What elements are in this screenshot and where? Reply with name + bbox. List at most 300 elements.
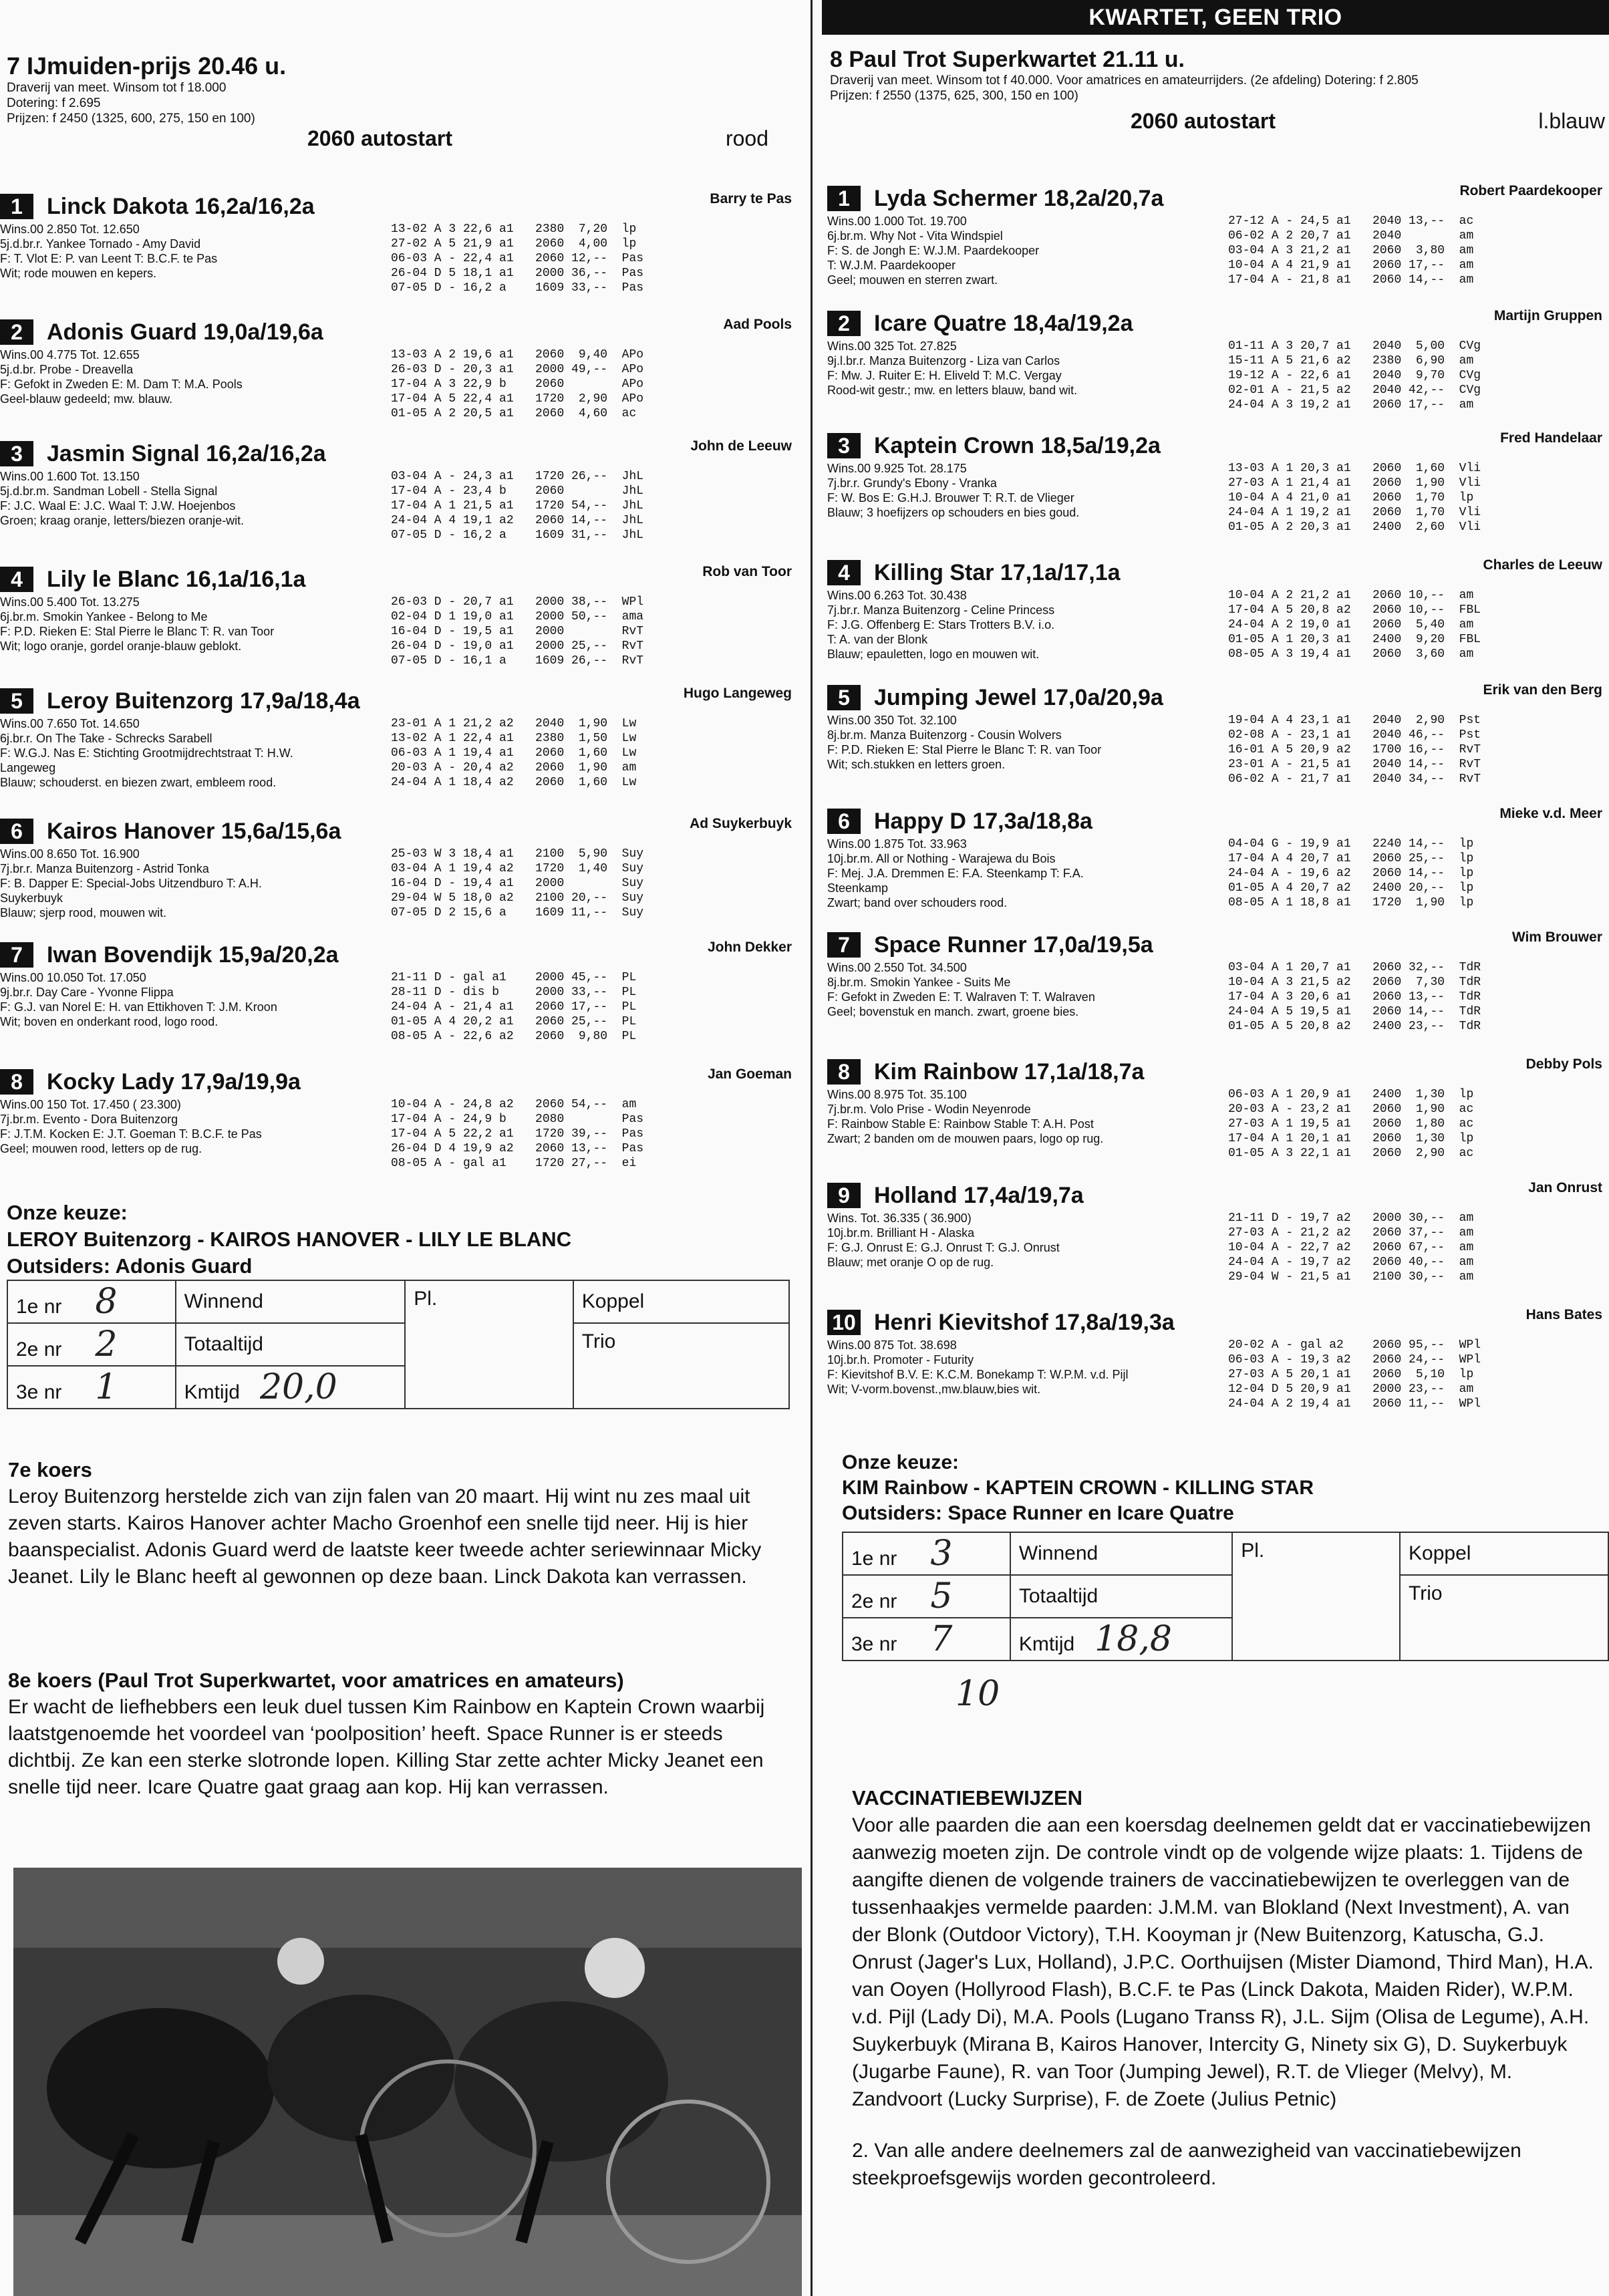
- horse-number: 7: [0, 942, 33, 968]
- horse-info-line: Wins.00 8.975 Tot. 35.100: [827, 1088, 967, 1101]
- horse-info-line: 6j.br.m. Why Not - Vita Windspiel: [827, 229, 1003, 243]
- horse-results: [1228, 837, 1473, 910]
- horse-info-line: Zwart; 2 banden om de mouwen paars, logo op rug.: [827, 1132, 1104, 1145]
- horse-info: [0, 222, 388, 281]
- result-row: 02-08 A - 23,1 a1 2040 46,-- Pst: [1228, 728, 1481, 742]
- result-row: 02-04 D 1 19,0 a1 2000 50,-- ama: [391, 610, 644, 623]
- horse-info-line: 8j.br.m. Smokin Yankee - Suits Me: [827, 976, 1011, 989]
- horse-entry: [827, 682, 1609, 786]
- horse-info-line: Groen; kraag oranje, letters/biezen oranje-wit.: [0, 514, 245, 527]
- horse-info-line: Blauw; schouderst. en biezen zwart, embleem rood.: [0, 776, 277, 789]
- horse-driver: Debby Pols: [1525, 1056, 1602, 1072]
- result-row: 01-05 A 5 20,8 a2 2400 23,-- TdR: [1228, 1020, 1481, 1033]
- race8-conditions: Draverij van meet. Winsom tot f 40.000. Voor amatrices en amateurrijders. (2e afdeling) Dotering: f 2.805: [830, 74, 1419, 88]
- result-row: 21-11 D - 19,7 a2 2000 30,-- am: [1228, 1211, 1474, 1225]
- horse-entry: [0, 816, 798, 919]
- vaccination-title: VACCINATIEBEWIJZEN: [852, 1786, 1083, 1810]
- horse-name: Lily le Blanc 16,1a/16,1a: [47, 567, 306, 592]
- result-row: 17-04 A 3 20,6 a1 2060 13,-- TdR: [1228, 990, 1481, 1004]
- result-row: 08-05 A - gal a1 1720 27,-- ei: [391, 1157, 637, 1170]
- result-row: 06-03 A - 19,3 a2 2060 24,-- WPl: [1228, 1353, 1481, 1367]
- horse-name: Lyda Schermer 18,2a/20,7a: [874, 186, 1164, 211]
- result-row: 13-03 A 2 19,6 a1 2060 9,40 APo: [391, 348, 644, 362]
- horse-driver: Hans Bates: [1525, 1307, 1602, 1322]
- horse-info-line: F: W.G.J. Nas E: Stichting Grootmijdrechtstraat T: H.W.: [0, 746, 293, 760]
- race8-preview-text: Er wacht de liefhebbers een leuk duel tussen Kim Rainbow en Kaptein Crown waarbij laatstgenoemde het voordeel van ‘poolposition’ heeft. Space Runner is er steeds dichtbij. Ze kan een sterke slotronde lopen. Killing Star zette achter Micky Jeanet een snelle tijd neer. Icare Quatre gaat graag aan kop. Hij kan verrassen.: [8, 1696, 765, 1798]
- horse-entry: [0, 317, 798, 420]
- horse-number: 1: [0, 194, 33, 219]
- column-divider: [811, 0, 813, 2296]
- result-row: 26-04 D - 19,0 a1 2000 25,-- RvT: [391, 639, 644, 653]
- horse-info-line: F: G.J. Onrust E: G.J. Onrust T: G.J. Onrust: [827, 1241, 1060, 1254]
- horse-info: [827, 837, 1215, 910]
- result-row: 17-04 A 5 20,8 a2 2060 10,-- FBL: [1228, 603, 1481, 617]
- horse-info: [0, 716, 388, 790]
- result-row: 10-04 A 3 21,5 a2 2060 7,30 TdR: [1228, 976, 1481, 989]
- horse-driver: John de Leeuw: [690, 438, 792, 454]
- race8-preview: [8, 1667, 790, 1801]
- horse-info-line: F: P.D. Rieken E: Stal Pierre le Blanc T: R. van Toor: [0, 625, 275, 638]
- horse-results: [1228, 713, 1481, 786]
- result-row: 03-04 A 3 21,2 a1 2060 3,80 am: [1228, 244, 1474, 257]
- result-row: 17-04 A - 23,4 b 2060 JhL: [391, 484, 644, 498]
- horse-info-line: Blauw; met oranje O op de rug.: [827, 1256, 994, 1269]
- vaccination-text-1: Voor alle paarden die aan een koersdag deelnemen geldt dat er vaccinatiebewijzen aanwezig moeten zijn. De controle vindt op de volgende wijze plaats: 1. Tijdens de aangifte dienen de volgende trainers de vaccinatiebewijzen te overleggen van de tussenhaakjes vermelde paarden: J.M.M. van Blokland (Next Investment), A. van der Blonk (Outdoor Victory), T.H. Kooyman jr (New Buitenzorg, Katuscha, G.J. Onrust (Jager's Lux, Holland), J.P.C. Oorthuijsen (Mister Diamond, Third Man), H.A. van Ooyen (Hollyrood Flash), B.C.F. te Pas (Linck Dakota, Maiden Rider), W.P.M. v.d. Pijl (Lady Di), M.A. Pools (Lugano Transs R), J.L. Sijm (Olisa de Legume), A.H. Suykerbuyk (Mirana B, Kairos Hanover, Intercity G, Ninety six G), D. Suykerbuyk (Jugarbe Faune), R. van Toor (Jumping Jewel), R.T. de Vlieger (Melvy), M. Zandvoort (Lucky Surprise), F. de Zoete (Julius Petnic): [852, 1814, 1594, 2110]
- horse-info-line: 6j.br.r. On The Take - Schrecks Sarabell: [0, 732, 212, 745]
- horse-name: Happy D 17,3a/18,8a: [874, 809, 1092, 834]
- horse-info-line: 5j.d.br. Probe - Dreavella: [0, 363, 134, 376]
- horse-results: [391, 1097, 643, 1171]
- horse-entry: [827, 308, 1609, 412]
- horse-entry: [827, 430, 1609, 534]
- result-row: 26-04 D 5 18,1 a1 2000 36,-- Pas: [391, 267, 644, 280]
- horse-info-line: F: G.J. van Norel E: H. van Ettikhoven T: J.M. Kroon: [0, 1000, 277, 1014]
- horse-info-line: Steenkamp: [827, 881, 889, 895]
- horse-info-line: Wins.00 875 Tot. 38.698: [827, 1338, 957, 1352]
- result-row: 24-04 A 5 19,5 a1 2060 14,-- TdR: [1228, 1005, 1481, 1018]
- horse-driver: Charles de Leeuw: [1483, 557, 1602, 573]
- horse-info: [827, 713, 1215, 772]
- horse-driver: Rob van Toor: [702, 564, 792, 579]
- horse-results: [391, 347, 643, 421]
- result-row: 28-11 D - dis b 2000 33,-- PL: [391, 986, 637, 999]
- vaccination-text-2: 2. Van alle andere deelnemers zal de aanwezigheid van vaccinatiebewijzen steekproefsgewijs worden gecontroleerd.: [852, 2140, 1521, 2189]
- horse-name: Leroy Buitenzorg 17,9a/18,4a: [47, 688, 360, 714]
- result-row: 15-11 A 5 21,6 a2 2380 6,90 am: [1228, 354, 1474, 368]
- horse-number: 10: [827, 1310, 861, 1335]
- horse-info-line: 9j.br.r. Day Care - Yvonne Flippa: [0, 986, 174, 999]
- bet-label-3: 3e nr: [851, 1633, 897, 1655]
- horse-results: [1228, 461, 1481, 535]
- horse-entry: [827, 183, 1609, 287]
- result-row: 10-04 A 2 21,2 a1 2060 10,-- am: [1228, 589, 1474, 602]
- horse-info-line: Wins.00 2.850 Tot. 12.650: [0, 223, 140, 236]
- result-row: 24-04 A 1 18,4 a2 2060 1,60 Lw: [391, 776, 637, 789]
- horse-number: 6: [0, 819, 33, 844]
- horse-name: Adonis Guard 19,0a/19,6a: [47, 319, 323, 345]
- race7-color: rood: [725, 126, 768, 150]
- horse-entry: [0, 686, 798, 789]
- horse-info-line: F: J.C. Waal E: J.C. Waal T: J.W. Hoejenbos: [0, 499, 236, 513]
- horse-name: Killing Star 17,1a/17,1a: [874, 560, 1121, 585]
- horse-results: [391, 469, 643, 543]
- horse-results: [391, 847, 643, 920]
- horse-driver: Hugo Langeweg: [683, 686, 792, 701]
- result-row: 27-03 A - 21,2 a2 2060 37,-- am: [1228, 1226, 1474, 1240]
- result-row: 17-04 A 1 20,1 a1 2060 1,30 lp: [1228, 1132, 1474, 1145]
- horse-entry: [827, 929, 1609, 1033]
- horse-results: [1228, 339, 1481, 412]
- horse-driver: Erik van den Berg: [1483, 682, 1602, 698]
- result-row: 24-04 A - 19,7 a2 2060 40,-- am: [1228, 1256, 1474, 1269]
- horse-driver: Robert Paardekooper: [1459, 183, 1602, 198]
- result-row: 04-04 G - 19,9 a1 2240 14,-- lp: [1228, 837, 1474, 851]
- horse-info-line: Wins. Tot. 36.335 ( 36.900): [827, 1211, 972, 1225]
- horse-info-line: Wins.00 8.650 Tot. 16.900: [0, 847, 140, 861]
- horse-name: Kairos Hanover 15,6a/15,6a: [47, 819, 341, 844]
- horse-info-line: Wit; rode mouwen en kepers.: [0, 267, 157, 280]
- bet-winnend[interactable]: Winnend: [176, 1280, 406, 1323]
- horse-info-line: Zwart; band over schouders rood.: [827, 896, 1008, 909]
- result-row: 24-04 A 2 19,0 a1 2060 5,40 am: [1228, 618, 1474, 631]
- race7-choice-picks: LEROY Buitenzorg - KAIROS HANOVER - LILY LE BLANC: [7, 1228, 572, 1251]
- result-row: 17-04 A - 21,8 a1 2060 14,-- am: [1228, 273, 1474, 287]
- bet-label-1: 1e nr: [851, 1548, 897, 1570]
- horse-info-line: Wins.00 1.875 Tot. 33.963: [827, 837, 967, 851]
- horse-info-line: Wins.00 150 Tot. 17.450 ( 23.300): [0, 1098, 181, 1111]
- result-row: 19-12 A - 22,6 a1 2040 9,70 CVg: [1228, 369, 1481, 382]
- horse-info-line: F: S. de Jongh E: W.J.M. Paardekooper: [827, 244, 1040, 257]
- horse-info-line: 7j.br.r. Manza Buitenzorg - Astrid Tonka: [0, 862, 209, 875]
- horse-info-line: Wins.00 4.775 Tot. 12.655: [0, 348, 140, 362]
- horse-results: [391, 595, 643, 668]
- horse-info-line: Wins.00 10.050 Tot. 17.050: [0, 971, 146, 984]
- horse-info: [827, 339, 1215, 398]
- handwritten-nr4[interactable]: 10: [956, 1674, 1000, 1714]
- horse-results: [1228, 214, 1473, 287]
- result-row: 13-02 A 3 22,6 a1 2380 7,20 lp: [391, 223, 637, 236]
- bet-totaaltijd[interactable]: Totaaltijd: [1010, 1575, 1232, 1618]
- horse-info-line: 10j.br.m. Brilliant H - Alaska: [827, 1226, 975, 1240]
- horse-driver: Ad Suykerbuyk: [690, 816, 792, 831]
- horse-results: [1228, 960, 1481, 1034]
- race7-outsiders: Outsiders: Adonis Guard: [7, 1254, 253, 1278]
- result-row: 17-04 A 5 22,4 a1 1720 2,90 APo: [391, 392, 644, 406]
- horse-results: [391, 222, 643, 295]
- horse-info-line: T: W.J.M. Paardekooper: [827, 259, 956, 272]
- bet-totaaltijd[interactable]: Totaaltijd: [176, 1323, 406, 1366]
- horse-driver: Jan Goeman: [707, 1066, 792, 1082]
- result-row: 16-01 A 5 20,9 a2 1700 16,-- RvT: [1228, 743, 1481, 756]
- result-row: 25-03 W 3 18,4 a1 2100 5,90 Suy: [391, 847, 644, 861]
- race8-title: 8 Paul Trot Superkwartet 21.11 u.: [830, 47, 1185, 72]
- result-row: 20-03 A - 23,2 a1 2060 1,90 ac: [1228, 1103, 1474, 1116]
- result-row: 08-05 A 3 19,4 a1 2060 3,60 am: [1228, 648, 1474, 661]
- result-row: 12-04 D 5 20,9 a1 2000 23,-- am: [1228, 1383, 1474, 1396]
- result-row: 03-04 A 1 20,7 a1 2060 32,-- TdR: [1228, 961, 1481, 974]
- horse-number: 2: [0, 319, 33, 345]
- handwritten-nr3[interactable]: 1: [95, 1367, 118, 1407]
- handwritten-nr3[interactable]: 7: [930, 1619, 953, 1659]
- race8-preview-title: 8e koers (Paul Trot Superkwartet, voor amatrices en amateurs): [8, 1669, 624, 1692]
- horse-info: [827, 1087, 1215, 1146]
- horse-info-line: F: W. Bos E: G.H.J. Brouwer T: R.T. de Vlieger: [827, 491, 1074, 505]
- horse-info-line: Wins.00 7.650 Tot. 14.650: [0, 717, 140, 730]
- horse-info-line: F: Mej. J.A. Dremmen E: F.A. Steenkamp T: F.A.: [827, 867, 1084, 880]
- handwritten-nr2[interactable]: 2: [95, 1324, 118, 1365]
- horse-name: Icare Quatre 18,4a/19,2a: [874, 311, 1133, 336]
- horse-info-line: Langeweg: [0, 761, 56, 774]
- handwritten-nr2[interactable]: 5: [930, 1576, 953, 1616]
- horse-number: 2: [827, 311, 861, 336]
- horse-info-line: Geel; mouwen rood, letters op de rug.: [0, 1142, 202, 1155]
- horse-entry: [827, 1307, 1609, 1411]
- result-row: 06-03 A - 22,4 a1 2060 12,-- Pas: [391, 252, 644, 265]
- horse-info: [0, 347, 388, 406]
- result-row: 06-02 A 2 20,7 a1 2040 am: [1228, 229, 1474, 243]
- horse-info-line: 9j.l.br.r. Manza Buitenzorg - Liza van Carlos: [827, 354, 1060, 368]
- result-row: 20-03 A - 20,4 a2 2060 1,90 am: [391, 761, 637, 774]
- horse-entry: [0, 438, 798, 542]
- horse-info-line: 7j.br.r. Grundy's Ebony - Vranka: [827, 476, 997, 490]
- horse-entry: [0, 1066, 798, 1170]
- result-row: 23-01 A 1 21,2 a2 2040 1,90 Lw: [391, 717, 637, 730]
- result-row: 24-04 A 1 19,2 a1 2060 1,70 Vli: [1228, 506, 1481, 519]
- horse-results: [391, 716, 636, 790]
- result-row: 01-05 A 2 20,5 a1 2060 4,60 ac: [391, 407, 637, 420]
- bet-label-1: 1e nr: [16, 1296, 62, 1318]
- horse-info-line: F: P.D. Rieken E: Stal Pierre le Blanc T: R. van Toor: [827, 743, 1102, 756]
- result-row: 23-01 A - 21,5 a1 2040 14,-- RvT: [1228, 758, 1481, 771]
- race7-preview-title: 7e koers: [8, 1458, 92, 1481]
- horse-name: Iwan Bovendijk 15,9a/20,2a: [47, 942, 339, 968]
- horse-info: [827, 960, 1215, 1019]
- horse-number: 5: [827, 685, 861, 710]
- horse-number: 5: [0, 688, 33, 714]
- result-row: 29-04 W - 21,5 a1 2100 30,-- am: [1228, 1270, 1474, 1284]
- bet-pl[interactable]: Pl.: [1232, 1532, 1400, 1661]
- horse-name: Linck Dakota 16,2a/16,2a: [47, 194, 315, 219]
- horse-driver: Martijn Gruppen: [1493, 308, 1602, 323]
- handwritten-kmtijd[interactable]: 20,0: [259, 1367, 337, 1407]
- race7-distance: 2060 autostart: [307, 126, 452, 150]
- result-row: 27-03 A 1 19,5 a1 2060 1,80 ac: [1228, 1117, 1474, 1131]
- horse-results: [1228, 1087, 1473, 1161]
- result-row: 24-04 A - 19,6 a2 2060 14,-- lp: [1228, 867, 1474, 880]
- horse-info-line: 7j.br.r. Manza Buitenzorg - Celine Princess: [827, 603, 1055, 617]
- horse-entry: [0, 191, 798, 295]
- handwritten-nr1[interactable]: 3: [930, 1534, 953, 1574]
- bet-trio[interactable]: Trio: [573, 1323, 789, 1409]
- result-row: 27-02 A 5 21,9 a1 2060 4,00 lp: [391, 237, 637, 251]
- horse-info-line: Rood-wit gestr.; mw. en letters blauw, band wit.: [827, 384, 1078, 397]
- horse-info-line: Wins.00 2.550 Tot. 34.500: [827, 961, 967, 974]
- horse-number: 8: [827, 1059, 861, 1085]
- result-row: 16-04 D - 19,5 a1 2000 RvT: [391, 625, 644, 638]
- result-row: 29-04 W 5 18,0 a2 2100 20,-- Suy: [391, 891, 644, 905]
- horse-entry: [827, 1180, 1609, 1284]
- horse-results: [1228, 588, 1481, 662]
- horse-info-line: 7j.br.m. Volo Prise - Wodin Neyenrode: [827, 1103, 1031, 1116]
- horse-driver: Wim Brouwer: [1511, 929, 1602, 945]
- result-row: 01-05 A 2 20,3 a1 2400 2,60 Vli: [1228, 521, 1481, 534]
- bet-koppel[interactable]: Koppel: [1400, 1532, 1608, 1575]
- race7-preview-text: Leroy Buitenzorg herstelde zich van zijn falen van 20 maart. Hij wint nu zes maal uit zeven starts. Kairos Hanover achter Macho Groenhof een snelle tijd neer. Hij is hier baanspecialist. Adonis Guard werd de laatste keer tweede achter seriewinnaar Micky Jeanet. Lily le Blanc heeft al gewonnen op deze baan. Linck Dakota kan verrassen.: [8, 1485, 762, 1588]
- result-row: 01-05 A 1 20,3 a1 2400 9,20 FBL: [1228, 633, 1481, 646]
- result-row: 17-04 A 4 20,7 a1 2060 25,-- lp: [1228, 852, 1474, 865]
- horse-number: 7: [827, 932, 861, 958]
- horse-info-line: Geel; mouwen en sterren zwart.: [827, 273, 998, 287]
- result-row: 07-05 D - 16,2 a 1609 31,-- JhL: [391, 529, 644, 542]
- bet-kmtijd-label: Kmtijd: [1018, 1633, 1075, 1655]
- result-row: 17-04 A 3 22,9 b 2060 APo: [391, 378, 644, 391]
- horse-info-line: Wit; logo oranje, gordel oranje-blauw geblokt.: [0, 639, 242, 653]
- result-row: 03-04 A 1 19,4 a2 1720 1,40 Suy: [391, 862, 644, 875]
- horse-info-line: 10j.br.h. Promoter - Futurity: [827, 1353, 974, 1367]
- horse-info-line: F: T. Vlot E: P. van Leent T: B.C.F. te Pas: [0, 252, 218, 265]
- horse-info-line: 8j.br.m. Manza Buitenzorg - Cousin Wolvers: [827, 728, 1062, 742]
- horse-info-line: T: A. van der Blonk: [827, 633, 928, 646]
- horse-driver: Barry te Pas: [710, 191, 792, 206]
- horse-entry: [827, 806, 1609, 909]
- horse-info-line: F: Gefokt in Zweden E: M. Dam T: M.A. Pools: [0, 378, 243, 391]
- result-row: 27-03 A 5 20,1 a1 2060 5,10 lp: [1228, 1368, 1474, 1381]
- result-row: 06-02 A - 21,7 a1 2040 34,-- RvT: [1228, 772, 1481, 786]
- horse-driver: Fred Handelaar: [1500, 430, 1602, 446]
- handwritten-nr1[interactable]: 8: [95, 1282, 118, 1322]
- horse-number: 4: [827, 560, 861, 585]
- result-row: 24-04 A 4 19,1 a2 2060 14,-- JhL: [391, 514, 644, 527]
- result-row: 01-05 A 4 20,2 a1 2060 25,-- PL: [391, 1015, 637, 1028]
- horse-info: [827, 588, 1215, 662]
- race8-header: [830, 47, 1605, 136]
- horse-name: Jumping Jewel 17,0a/20,9a: [874, 685, 1163, 710]
- horse-info-line: 5j.d.br.r. Yankee Tornado - Amy David: [0, 237, 201, 251]
- horse-name: Space Runner 17,0a/19,5a: [874, 932, 1153, 958]
- horse-number: 3: [827, 433, 861, 458]
- result-row: 10-04 A - 24,8 a2 2060 54,-- am: [391, 1098, 637, 1111]
- horse-info-line: F: Gefokt in Zweden E: T. Walraven T: T. Walraven: [827, 990, 1095, 1004]
- horse-results: [391, 970, 636, 1044]
- race7-bet-form: [7, 1280, 790, 1409]
- horse-number: 3: [0, 441, 33, 466]
- result-row: 01-05 A 4 20,7 a2 2400 20,-- lp: [1228, 881, 1474, 895]
- result-row: 26-04 D 4 19,9 a2 2060 13,-- Pas: [391, 1142, 644, 1155]
- result-row: 07-05 D 2 15,6 a 1609 11,-- Suy: [391, 906, 644, 919]
- handwritten-kmtijd[interactable]: 18,8: [1094, 1619, 1172, 1659]
- result-row: 24-04 A 3 19,2 a1 2060 17,-- am: [1228, 398, 1474, 412]
- horse-number: 8: [0, 1069, 33, 1095]
- horse-info-line: F: B. Dapper E: Special-Jobs Uitzendburo T: A.H.: [0, 877, 262, 890]
- horse-entry: [827, 1056, 1609, 1160]
- horse-info-line: F: J.G. Offenberg E: Stars Trotters B.V. i.o.: [827, 618, 1055, 631]
- horse-info-line: Wins.00 9.925 Tot. 28.175: [827, 462, 967, 475]
- horse-info-line: Wit; V-vorm.bovenst.,mw.blauw,bies wit.: [827, 1383, 1041, 1396]
- bet-trio[interactable]: Trio: [1400, 1575, 1608, 1661]
- result-row: 17-04 A 1 21,5 a1 1720 54,-- JhL: [391, 499, 644, 513]
- harness-race-image: [13, 1868, 802, 2296]
- horse-info-line: 6j.br.m. Smokin Yankee - Belong to Me: [0, 610, 208, 623]
- horse-info: [0, 970, 388, 1029]
- horse-info-line: Geel; bovenstuk en manch. zwart, groene bies.: [827, 1005, 1079, 1018]
- result-row: 19-04 A 4 23,1 a1 2040 2,90 Pst: [1228, 714, 1481, 727]
- horse-info-line: 5j.d.br.m. Sandman Lobell - Stella Signal: [0, 484, 218, 498]
- harness-race-photo: [13, 1868, 802, 2296]
- horse-driver: Aad Pools: [723, 317, 792, 332]
- horse-name: Kim Rainbow 17,1a/18,7a: [874, 1059, 1145, 1085]
- horse-info-line: Wit; sch.stukken en letters groen.: [827, 758, 1006, 771]
- race8-distance: 2060 autostart: [1131, 109, 1276, 133]
- horse-name: Holland 17,4a/19,7a: [874, 1183, 1084, 1208]
- race8-choice-label: Onze keuze:: [842, 1451, 960, 1473]
- horse-info-line: Wins.00 6.263 Tot. 30.438: [827, 589, 967, 602]
- bet-kmtijd-label: Kmtijd: [184, 1381, 240, 1403]
- horse-info-line: Blauw; 3 hoefijzers op schouders en bies goud.: [827, 506, 1080, 519]
- bet-winnend[interactable]: Winnend: [1010, 1532, 1232, 1575]
- race7-conditions: Draverij van meet. Winsom tot f 18.000: [7, 81, 227, 95]
- result-row: 08-05 A 1 18,8 a1 1720 1,90 lp: [1228, 896, 1474, 909]
- horse-info-line: Suykerbuyk: [0, 891, 63, 905]
- result-row: 13-03 A 1 20,3 a1 2060 1,60 Vli: [1228, 462, 1481, 475]
- race7-preview: [8, 1457, 790, 1590]
- bet-label-2: 2e nr: [16, 1338, 62, 1360]
- horse-entry: [0, 564, 798, 668]
- horse-name: Jasmin Signal 16,2a/16,2a: [47, 441, 326, 466]
- result-row: 10-04 A 4 21,9 a1 2060 17,-- am: [1228, 259, 1474, 272]
- horse-entry: [0, 940, 798, 1043]
- race7-title: 7 IJmuiden-prijs 20.46 u.: [7, 52, 287, 80]
- bet-pl[interactable]: Pl.: [405, 1280, 573, 1409]
- race7-choice: [7, 1199, 571, 1280]
- race8-outsiders: Outsiders: Space Runner en Icare Quatre: [842, 1502, 1234, 1524]
- horse-info: [827, 214, 1215, 287]
- race7-choice-label: Onze keuze:: [7, 1201, 128, 1224]
- race7-header: [7, 52, 782, 153]
- horse-results: [1228, 1211, 1473, 1284]
- horse-info: [0, 595, 388, 654]
- horse-info-line: F: J.T.M. Kocken E: J.T. Goeman T: B.C.F. te Pas: [0, 1127, 262, 1141]
- horse-info-line: Wins.00 350 Tot. 32.100: [827, 714, 957, 727]
- result-row: 27-03 A 1 21,4 a1 2060 1,90 Vli: [1228, 476, 1481, 490]
- race8-choice: [842, 1450, 1314, 1526]
- horse-info-line: Wins.00 1.000 Tot. 19.700: [827, 214, 967, 228]
- horse-driver: John Dekker: [707, 940, 792, 955]
- horse-info-line: Blauw; sjerp rood, mouwen wit.: [0, 906, 167, 919]
- result-row: 20-02 A - gal a2 2060 95,-- WPl: [1228, 1338, 1481, 1352]
- result-row: 27-12 A - 24,5 a1 2040 13,-- ac: [1228, 214, 1474, 228]
- horse-info: [827, 461, 1215, 520]
- result-row: 03-04 A - 24,3 a1 1720 26,-- JhL: [391, 470, 644, 483]
- result-row: 16-04 D - 19,4 a1 2000 Suy: [391, 877, 644, 890]
- horse-info-line: Wins.00 1.600 Tot. 13.150: [0, 470, 140, 483]
- horse-info: [0, 1097, 388, 1156]
- result-row: 02-01 A - 21,5 a2 2040 42,-- CVg: [1228, 384, 1481, 397]
- race7-prizes: Prijzen: f 2450 (1325, 600, 275, 150 en 100): [7, 112, 255, 126]
- horse-info: [827, 1338, 1215, 1397]
- horse-info: [0, 847, 388, 920]
- vaccination-notice: [852, 1784, 1600, 2192]
- result-row: 06-03 A 1 20,9 a1 2400 1,30 lp: [1228, 1088, 1474, 1101]
- horse-info-line: 7j.br.m. Evento - Dora Buitenzorg: [0, 1113, 178, 1126]
- result-row: 21-11 D - gal a1 2000 45,-- PL: [391, 971, 637, 984]
- race8-prizes: Prijzen: f 2550 (1375, 625, 300, 150 en 100): [830, 89, 1078, 103]
- race8-bet-form: [842, 1532, 1609, 1661]
- result-row: 24-04 A - 21,4 a1 2060 17,-- PL: [391, 1000, 637, 1014]
- horse-driver: Jan Onrust: [1528, 1180, 1602, 1195]
- horse-number: 9: [827, 1183, 861, 1208]
- bet-label-3: 3e nr: [16, 1381, 62, 1403]
- bet-koppel[interactable]: Koppel: [573, 1280, 789, 1323]
